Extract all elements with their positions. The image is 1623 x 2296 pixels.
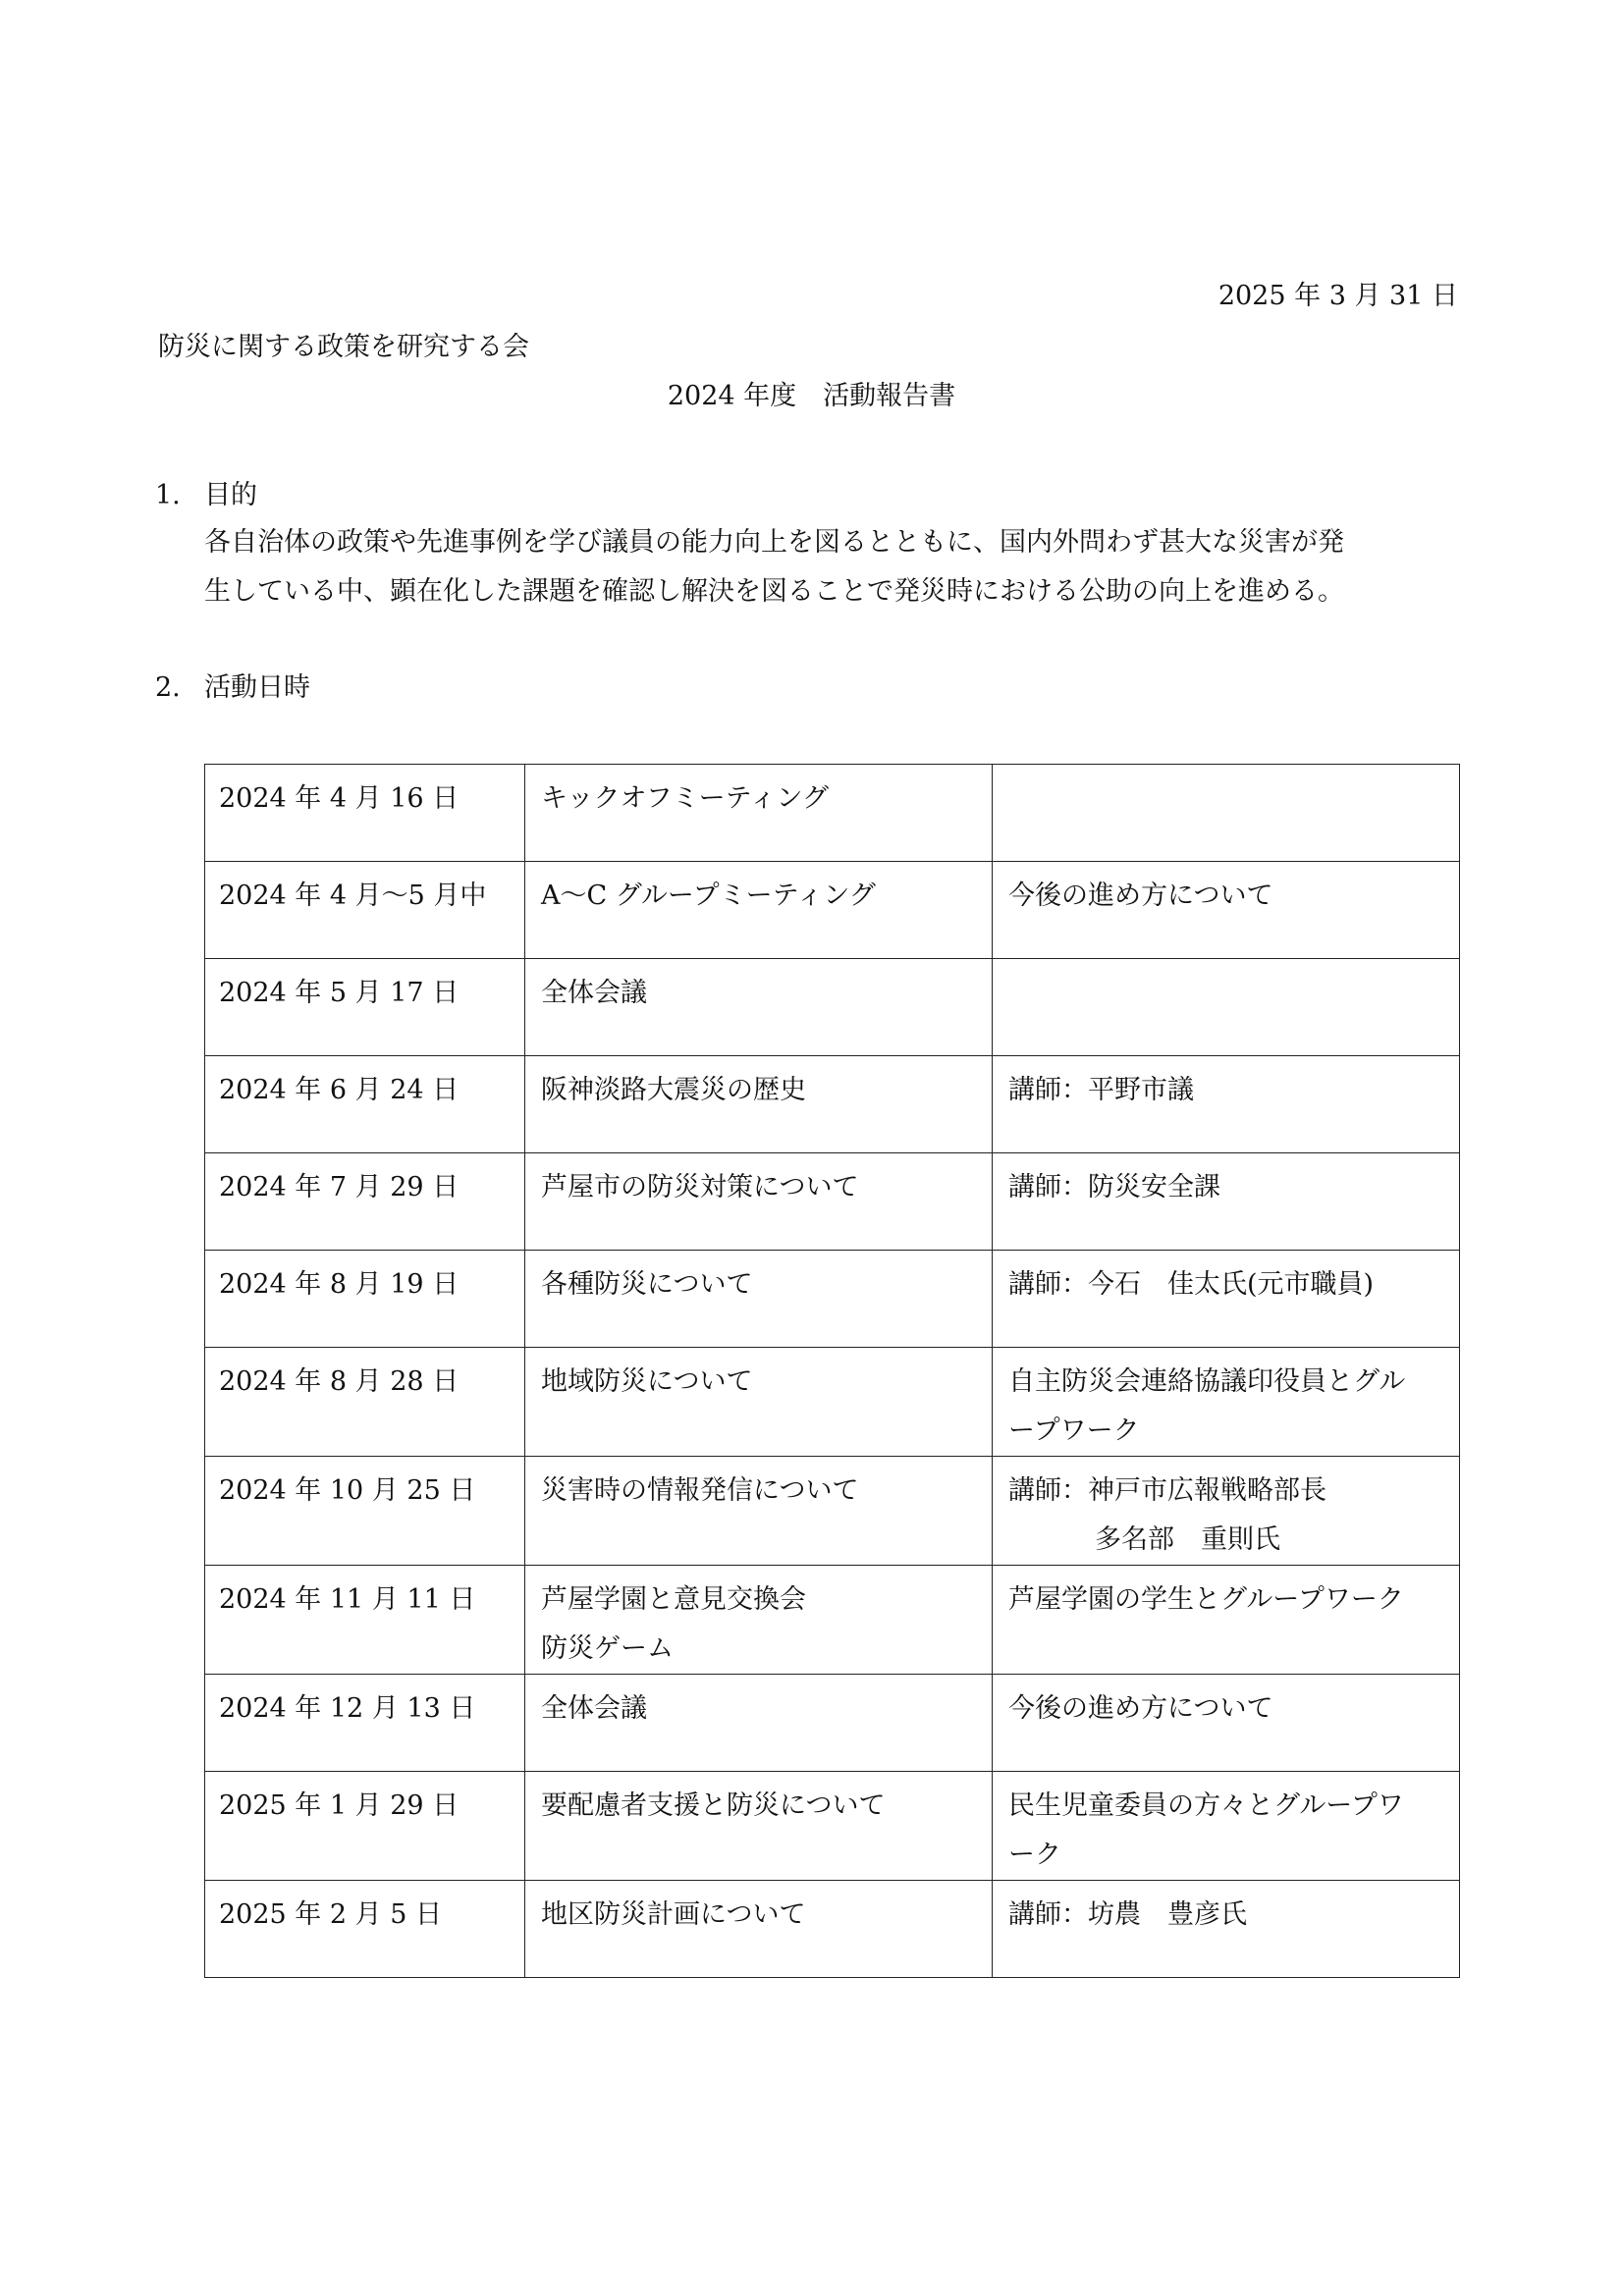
purpose-text [204,518,1466,616]
topic-line: 要配慮者支援と防災について [541,1790,886,1821]
topic-line: 芦屋市の防災対策について [541,1172,859,1202]
date-text: 2025 年 1 月 29 日 [219,1790,460,1821]
date-text: 2024 年 8 月 19 日 [219,1269,460,1300]
table-row [205,1566,1460,1675]
table-row [205,1772,1460,1881]
note-line: 今後の進め方について [1008,881,1273,911]
topic-cell [525,959,993,1056]
note-line: 自主防災会連絡協議印役員とグル [1008,1366,1406,1397]
table-row [205,862,1460,959]
schedule-heading [155,669,310,707]
topic-cell [525,1772,993,1881]
topic-cell [525,1251,993,1348]
topic-cell [525,1457,993,1566]
organization-name: 防災に関する政策を研究する会 [158,332,529,362]
topic-cell [525,1675,993,1772]
note-line: 講師：神戸市広報戦略部長 [1008,1475,1326,1506]
note-cell [993,959,1460,1056]
topic-line: 防災ゲーム [541,1633,674,1664]
date-cell [205,1251,525,1348]
date-cell [205,1153,525,1251]
note-cell [993,1566,1460,1675]
note-cell [993,862,1460,959]
section-number: 2. [155,672,181,703]
topic-cell [525,862,993,959]
date-cell [205,1772,525,1881]
section-number: 1. [155,480,181,510]
note-line: ープワーク [1008,1415,1140,1446]
note-cell [993,1153,1460,1251]
topic-line: 全体会議 [541,1693,647,1724]
date-text: 2024 年 4 月～5 月中 [219,881,487,911]
date-cell [205,1675,525,1772]
report-date: 2025 年 3 月 31 日 [1217,281,1458,311]
note-line: 講師：今石 佳太氏(元市職員) [1008,1269,1375,1300]
table-row [205,959,1460,1056]
note-cell [993,1056,1460,1153]
table-row [205,1153,1460,1251]
note-line: ーク [1008,1840,1061,1870]
topic-cell [525,1566,993,1675]
topic-line: 全体会議 [541,978,647,1008]
topic-line: キックオフミーティング [541,783,829,814]
topic-cell [525,1153,993,1251]
topic-cell [525,1056,993,1153]
note-cell [993,1348,1460,1457]
date-cell [205,1566,525,1675]
topic-line: 地域防災について [541,1366,753,1397]
date-text: 2024 年 10 月 25 日 [219,1475,476,1506]
date-text: 2024 年 11 月 11 日 [219,1584,476,1615]
table-row [205,1251,1460,1348]
date-text: 2024 年 6 月 24 日 [219,1075,460,1105]
note-cell [993,1457,1460,1566]
note-cell [993,1881,1460,1978]
date-cell [205,765,525,862]
topic-line: 芦屋学園と意見交換会 [541,1584,806,1615]
topic-cell [525,1348,993,1457]
note-line: 芦屋学園の学生とグループワーク [1008,1584,1404,1615]
note-line: 民生児童委員の方々とグループワ [1008,1790,1404,1821]
schedule-table [204,764,1460,1978]
document-title: 2024 年度 活動報告書 [667,381,956,411]
note-line: 講師：防災安全課 [1008,1172,1220,1202]
topic-line: 各種防災について [541,1269,753,1300]
date-cell [205,862,525,959]
note-line: 多名部 重則氏 [1095,1524,1280,1555]
date-cell [205,1457,525,1566]
purpose-heading [155,477,257,514]
note-cell [993,1675,1460,1772]
table-row [205,765,1460,862]
section-title: 目的 [204,480,257,510]
note-line: 講師：平野市議 [1008,1075,1194,1105]
date-text: 2024 年 8 月 28 日 [219,1366,460,1397]
purpose-line: 各自治体の政策や先進事例を学び議員の能力向上を図るとともに、国内外問わず甚大な災害が発 [204,527,1344,558]
note-line: 講師：坊農 豊彦氏 [1008,1899,1247,1930]
date-cell [205,1056,525,1153]
schedule-table-body [205,765,1460,1978]
note-cell [993,1772,1460,1881]
note-cell [993,1251,1460,1348]
topic-cell [525,1881,993,1978]
date-text: 2025 年 2 月 5 日 [219,1899,442,1930]
table-row [205,1348,1460,1457]
table-row [205,1457,1460,1566]
date-text: 2024 年 4 月 16 日 [219,783,460,814]
date-cell [205,1881,525,1978]
topic-cell [525,765,993,862]
purpose-line: 生している中、顕在化した課題を確認し解決を図ることで発災時における公助の向上を進める。 [204,576,1344,607]
topic-line: 地区防災計画について [541,1899,806,1930]
topic-line: 災害時の情報発信について [541,1475,859,1506]
date-text: 2024 年 5 月 17 日 [219,978,460,1008]
date-text: 2024 年 7 月 29 日 [219,1172,460,1202]
table-row [205,1056,1460,1153]
note-line: 今後の進め方について [1008,1693,1273,1724]
table-row [205,1675,1460,1772]
date-text: 2024 年 12 月 13 日 [219,1693,476,1724]
section-title: 活動日時 [204,672,310,703]
note-cell [993,765,1460,862]
date-cell [205,1348,525,1457]
date-cell [205,959,525,1056]
table-row [205,1881,1460,1978]
topic-line: 阪神淡路大震災の歴史 [541,1075,806,1105]
topic-line: A～C グループミーティング [541,881,876,911]
